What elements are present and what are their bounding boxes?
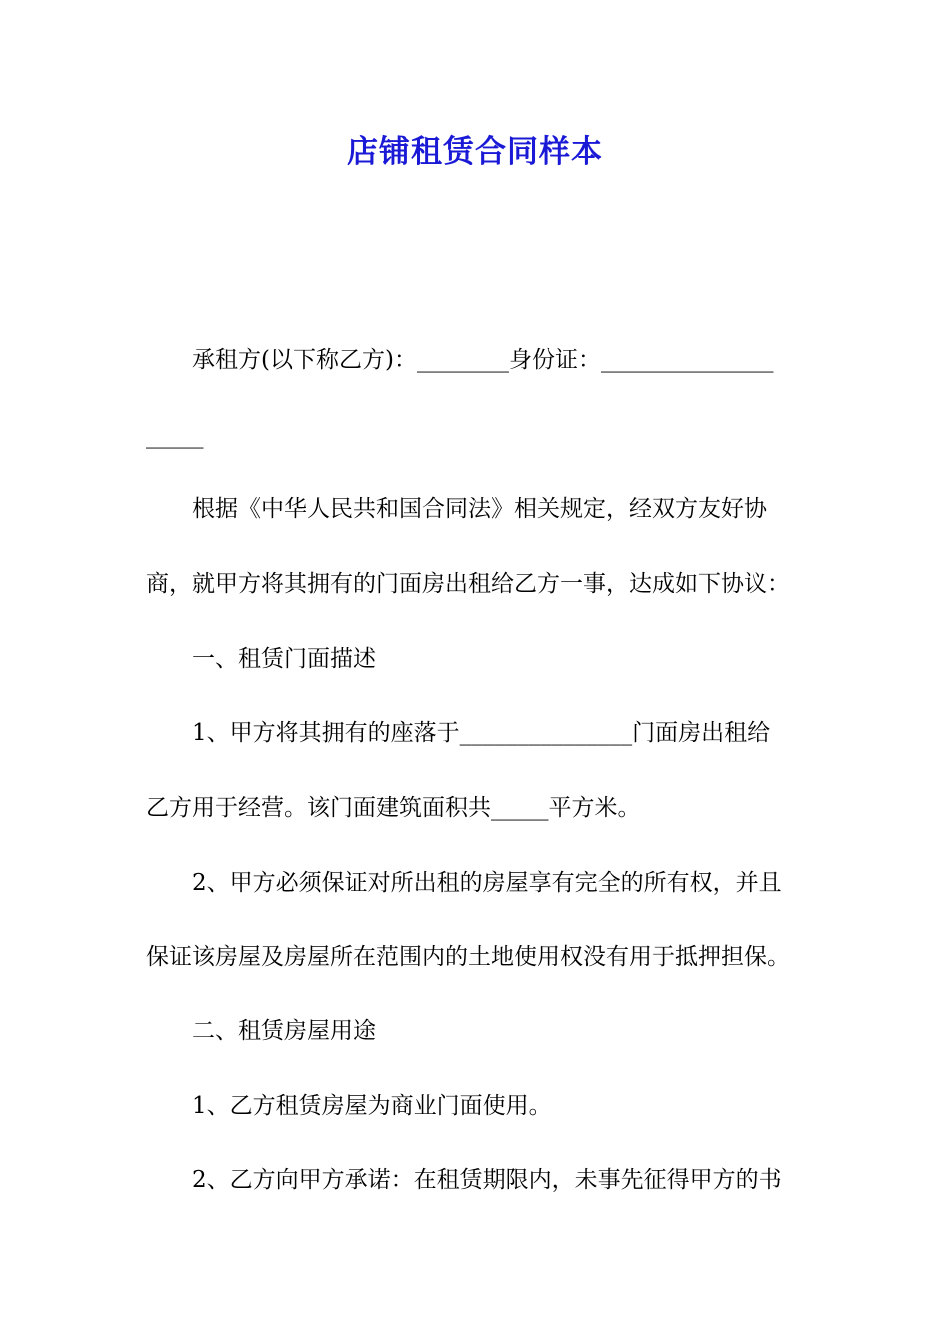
- paragraph-line-tenant-cont: _____: [146, 423, 204, 449]
- clause-1-1: 1、甲方将其拥有的座落于_______________门面房出租给: [192, 720, 771, 746]
- clause-1-2: 2、甲方必须保证对所出租的房屋享有完全的所有权，并且: [192, 870, 782, 896]
- clause-2-1: 1、乙方租赁房屋为商业门面使用。: [192, 1093, 552, 1119]
- paragraph-line-basis-cont: 商，就甲方将其拥有的门面房出租给乙方一事，达成如下协议：: [146, 571, 790, 597]
- document-title: 店铺租赁合同样本: [347, 134, 603, 170]
- section-heading-2: 二、租赁房屋用途: [192, 1018, 376, 1044]
- clause-1-2-cont: 保证该房屋及房屋所在范围内的土地使用权没有用于抵押担保。: [146, 944, 790, 970]
- clause-2-2: 2、乙方向甲方承诺：在租赁期限内，未事先征得甲方的书: [192, 1167, 782, 1193]
- paragraph-line-basis: 根据《中华人民共和国合同法》相关规定，经双方友好协: [192, 496, 767, 522]
- section-heading-1: 一、租赁门面描述: [192, 646, 376, 672]
- paragraph-line-tenant: 承租方(以下称乙方)：________身份证：_______________: [192, 347, 774, 373]
- clause-1-1-cont: 乙方用于经营。该门面建筑面积共_____平方米。: [146, 795, 641, 821]
